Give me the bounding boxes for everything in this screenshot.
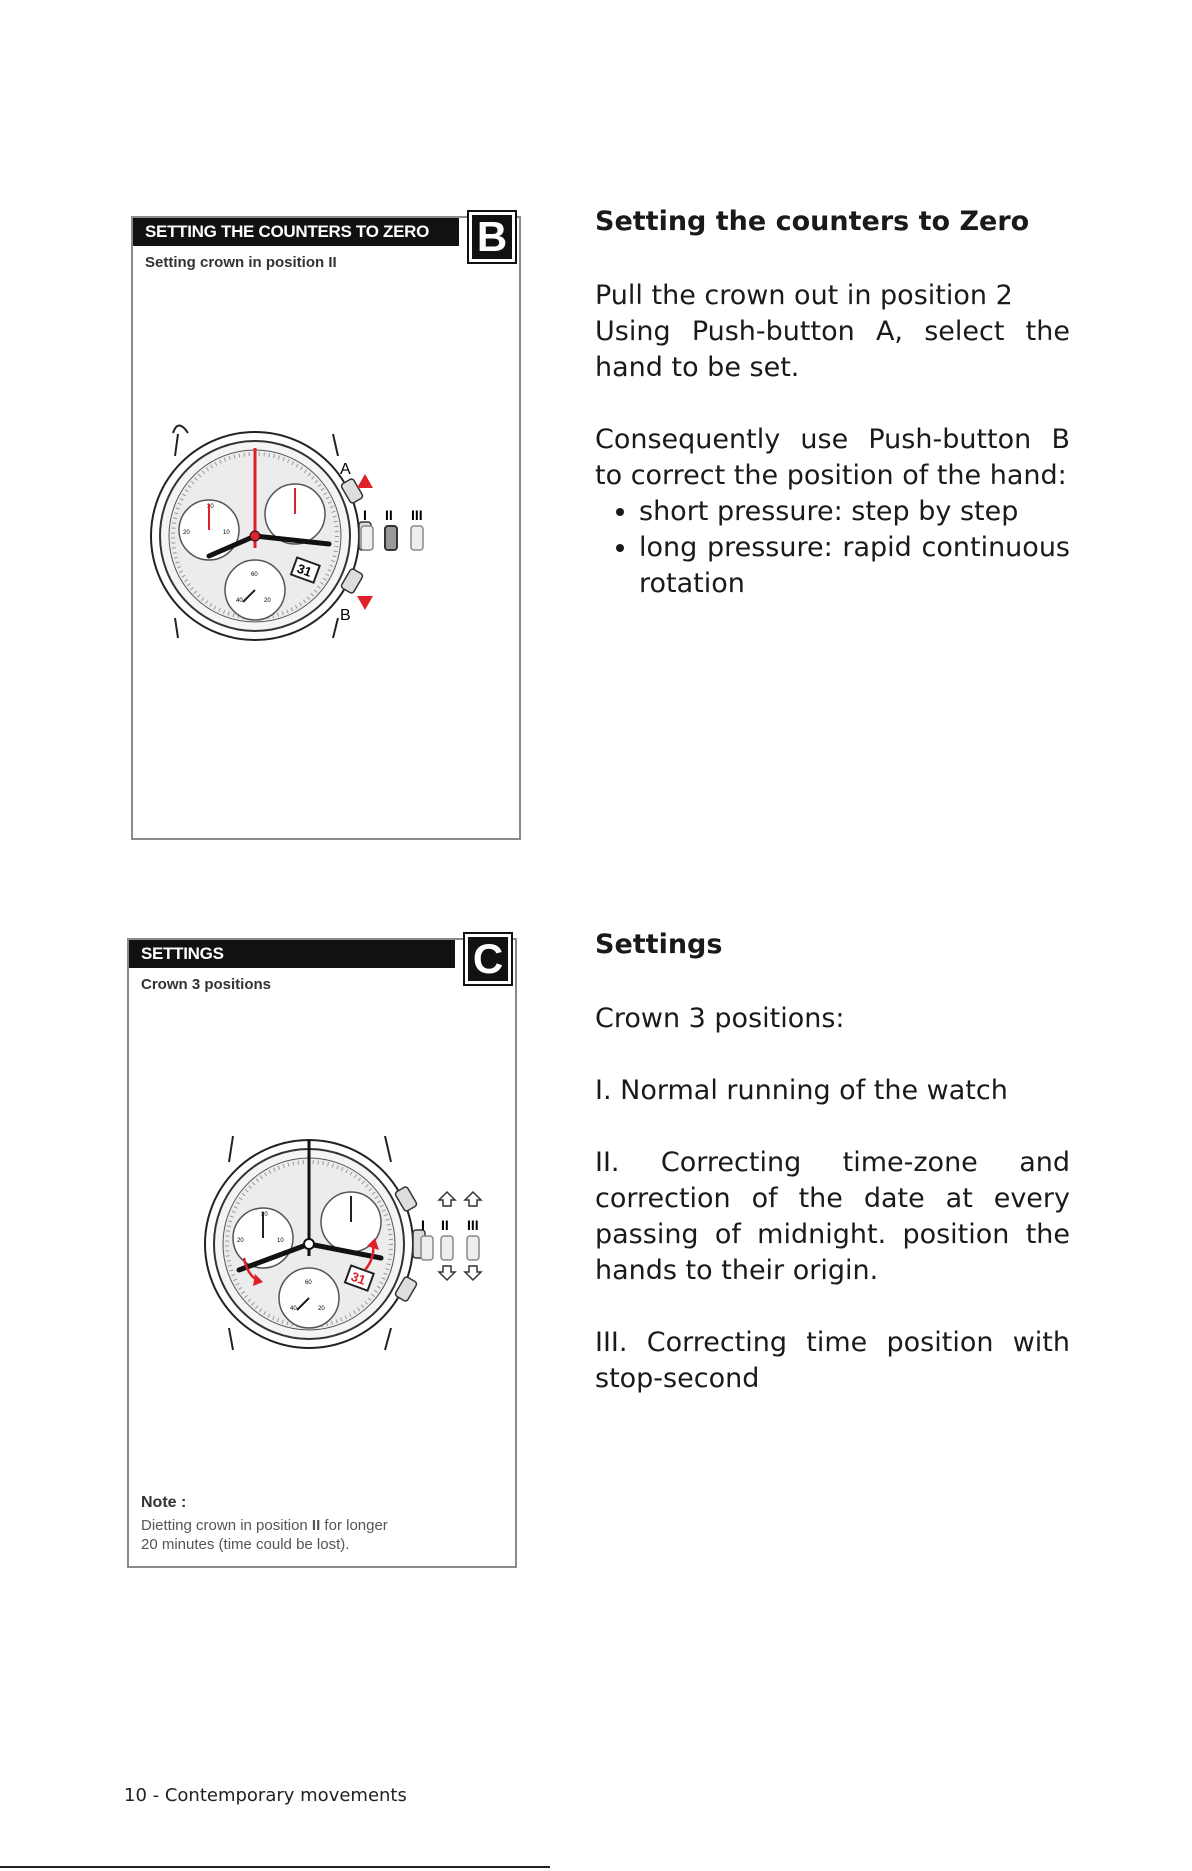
section-b-title: Setting the counters to Zero (595, 206, 1030, 237)
subdial-left-label-right: 10 (223, 530, 230, 536)
page-footer: 10 - Contemporary movements (124, 1785, 407, 1806)
crown-pos-1-label: I (363, 507, 367, 523)
subdial-bottom-label-right: 20 (264, 598, 271, 604)
pushbutton-b-label: B (340, 607, 351, 624)
arrow-down-outline-icon-2 (465, 1266, 481, 1280)
crown-pos-2-label: II (385, 507, 393, 523)
bottom-rule (0, 1866, 550, 1868)
note-line-1 (141, 1516, 481, 1535)
subdial-left-label-left: 20 (237, 1238, 244, 1244)
section-c-p3: II. Correcting time-zone and correction of the date at every passing of midnight. position the hands to their origin. (595, 1147, 1070, 1286)
subdial-left-label-top: 30 (261, 1212, 268, 1218)
panel-b-subtitle: Setting crown in position II (145, 254, 337, 271)
pushbutton-a-label: A (340, 461, 351, 478)
section-b-text (595, 204, 1070, 602)
arrow-up-icon (357, 474, 373, 488)
section-b-p1-line1: Pull the crown out in position 2 (595, 280, 1013, 311)
note-line-2: 20 minutes (time could be lost). (141, 1536, 350, 1553)
crown-pos-1-icon (421, 1236, 433, 1260)
note-text (141, 1516, 481, 1554)
crown-pos-2-label: II (441, 1217, 449, 1233)
subdial-bottom-label-right: 20 (318, 1306, 325, 1312)
panel-c-subtitle: Crown 3 positions (141, 976, 272, 993)
date-window-b: 31 (295, 560, 314, 580)
arrow-down-icon (357, 596, 373, 610)
section-c-title: Settings (595, 929, 723, 960)
subdial-bottom-label-top: 60 (305, 1280, 312, 1286)
panel-b-letter: B (469, 212, 515, 262)
subdial-bottom-label-left: 40 (236, 598, 243, 604)
subdial-bottom-label-top: 60 (251, 572, 258, 578)
section-b-p1-line2: Using Push-button A, select the hand to be set. (595, 316, 1070, 383)
subdial-bottom-label-left: 40 (290, 1306, 297, 1312)
crown-pos-1-label: I (421, 1217, 425, 1233)
section-c-p4: III. Correcting time position with stop-second (595, 1327, 1070, 1394)
crown-pos-2-icon (385, 526, 397, 550)
arrow-up-outline-icon (439, 1192, 455, 1206)
subdial-left-label-left: 20 (183, 530, 190, 536)
note-line-1-pre: Dietting crown in position (141, 1517, 312, 1534)
watch-illustration-c (129, 940, 515, 1440)
panel-c (127, 935, 517, 1568)
note-title: Note : (141, 1494, 187, 1511)
crown-pos-3-icon (411, 526, 423, 550)
subdial-left-label-top: 30 (207, 504, 214, 510)
section-c-text (595, 927, 1070, 1397)
watch-illustration-b (133, 218, 519, 838)
arrow-down-outline-icon (439, 1266, 455, 1280)
note-line-1-post: for longer (320, 1517, 388, 1534)
crown-pos-2-icon (441, 1236, 453, 1260)
arrow-up-outline-icon-2 (465, 1192, 481, 1206)
panel-c-header: SETTINGS (129, 940, 455, 968)
crown-pos-3-icon (467, 1236, 479, 1260)
crown-pos-3-label: III (467, 1217, 479, 1233)
subdial-left-label-right: 10 (277, 1238, 284, 1244)
section-c-p2: I. Normal running of the watch (595, 1075, 1008, 1106)
panel-b-header: SETTING THE COUNTERS TO ZERO (133, 218, 459, 246)
crown-pos-1-icon (361, 526, 373, 550)
note-line-1-bold: II (311, 1517, 321, 1534)
panel-c-letter: C (465, 934, 511, 984)
panel-b (131, 213, 521, 840)
section-b-bullet-2: • long pressure: rapid continuous rotation (639, 530, 1070, 602)
section-b-p2: Consequently use Push-button B to correct the position of the hand: (595, 424, 1070, 491)
date-window-c: 31 (349, 1268, 368, 1288)
section-b-bullet-1: • short pressure: step by step (639, 494, 1070, 530)
crown-pos-3-label: III (411, 507, 423, 523)
section-c-p1: Crown 3 positions: (595, 1003, 845, 1034)
section-b-bullets (595, 494, 1070, 602)
